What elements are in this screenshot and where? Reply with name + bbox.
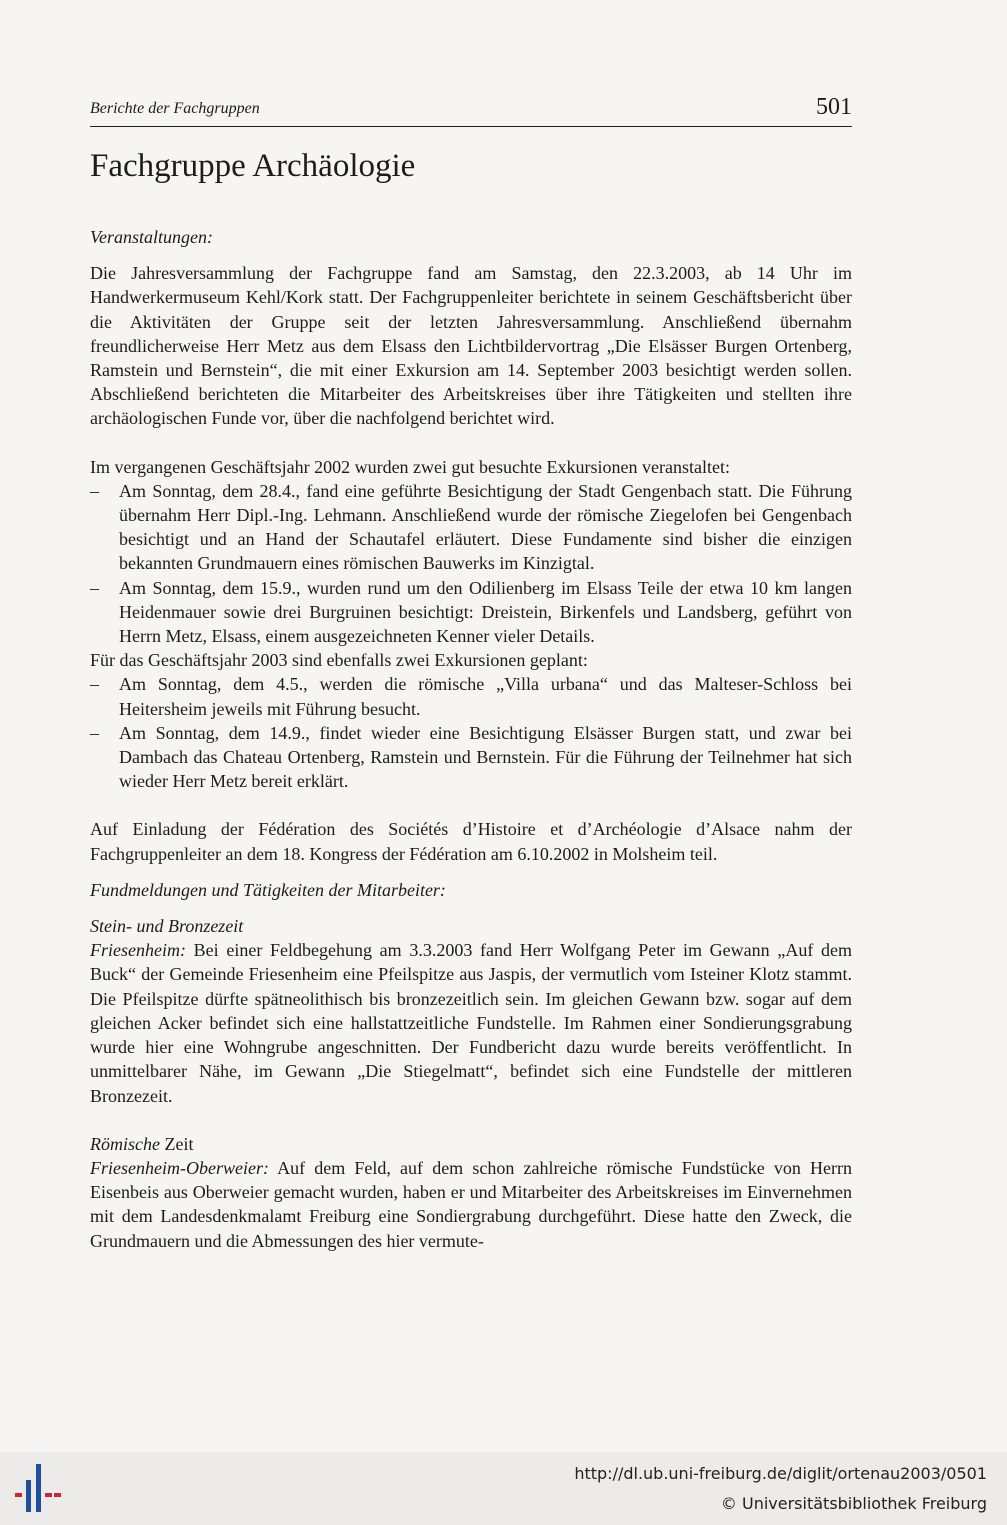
paragraph-federation: Auf Einladung der Fédération des Sociétés d’Histoire et d’Archéologie d’Alsace nahm der Fachgruppenleiter an dem 18. Kongress der Fédération am 6.10.2002 in Molsheim teil.	[90, 819, 852, 864]
running-title: Berichte der Fachgruppen	[90, 100, 260, 117]
friesenheim-text: Bei einer Feldbegehung am 3.3.2003 fand Herr Wolfgang Peter im Gewann „Auf dem Buck“ der Gemeinde Friesenheim eine Pfeilspitze aus Jaspis, der vermutlich vom Isteiner Klotz stammt. Die Pfeilspitze dürfte spätneolithisch bis bronzezeitlich sein. Im gleichen Gewann bzw. sogar auf dem gleichen Acker befindet sich eine hallstattzeitliche Fundstelle. Im Rahmen einer Sondierungsgrabung wurde hier eine Wohngrube angeschnitten. Der Fundbericht dazu wurde bereits veröffentlicht. In unmittelbarer Nähe, im Gewann „Die Stiegelmatt“, befindet sich eine Fundstelle der mittleren Bronzezeit.	[90, 940, 852, 1106]
article-body	[90, 225, 852, 1253]
paragraph-friesenheim	[90, 938, 852, 1107]
list-item: – Am Sonntag, dem 28.4., fand eine geführte Besichtigung der Stadt Gengenbach statt. Die Führung übernahm Herr Dipl.-Ing. Lehmann. Anschließend wurde der römische Ziegelofen bei Gengenbach besichtigt und an Hand der Schautafel erläutert. Diese Fundamente sind bisher die einzigen bekannten Grundmauern eines römischen Bauwerks im Kinzigtal.	[90, 479, 852, 576]
list-item: – Am Sonntag, dem 14.9., findet wieder eine Besichtigung Elsässer Burgen statt, und zwar bei Dambach das Chateau Ortenberg, Ramstein und Bernstein. Für die Führung der Teilnehmer hat sich wieder Herr Metz bereit erklärt.	[90, 721, 852, 794]
running-header	[90, 96, 852, 127]
paragraph-oberweier	[90, 1156, 852, 1253]
section-heading-fundmeldungen: Fundmeldungen und Tätigkeiten der Mitarbeiter:	[90, 879, 446, 900]
list-exkursionen-2002	[90, 479, 852, 648]
section-heading-veranstaltungen: Veranstaltungen:	[90, 227, 213, 247]
subheading-zeit-word: Zeit	[159, 1133, 194, 1154]
list-item: – Am Sonntag, dem 4.5., werden die römische „Villa urbana“ und das Malteser-Schloss bei Heitersheim jeweils mit Führung besucht.	[90, 672, 852, 720]
page-number: 501	[816, 94, 852, 120]
subheading-roemische-zeit	[90, 1132, 852, 1156]
paragraph-exkursionen-2003: Für das Geschäftsjahr 2003 sind ebenfalls zwei Exkursionen geplant:	[90, 650, 588, 671]
page-title: Fachgruppe Archäologie	[90, 148, 416, 184]
place-label-oberweier: Friesenheim-Oberweier:	[90, 1157, 269, 1178]
subheading-stein-bronzezeit: Stein- und Bronzezeit	[90, 916, 244, 937]
permalink-url[interactable]: http://dl.ub.uni-freiburg.de/diglit/ortenau2003/0501	[574, 1464, 987, 1483]
ub-freiburg-logo-icon	[12, 1460, 64, 1516]
footer-bar	[0, 1452, 1007, 1525]
list-item: – Am Sonntag, dem 15.9., wurden rund um den Odilienberg im Elsass Teile der etwa 10 km langen Heidenmauer sowie drei Burgruinen besichtigt: Dreistein, Birkenfels und Landsberg, geführt von Herrn Metz, Elsass, einem ausgezeichneten Kenner vieler Details.	[90, 576, 852, 649]
paragraph-exkursionen-2002: Im vergangenen Geschäftsjahr 2002 wurden zwei gut besuchte Exkursionen veranstaltet:	[90, 456, 730, 477]
place-label-friesenheim: Friesenheim:	[90, 940, 186, 961]
copyright-notice: © Universitätsbibliothek Freiburg	[720, 1494, 987, 1513]
paragraph-jahresversammlung: Die Jahresversammlung der Fachgruppe fand am Samstag, den 22.3.2003, ab 14 Uhr im Handwerkermuseum Kehl/Kork statt. Der Fachgruppenleiter berichtete in seinem Geschäftsbericht über die Aktivitäten der Gruppe seit der letzten Jahresversammlung. Anschließend übernahm freundlicherweise Herr Metz aus dem Elsass den Lichtbildervortrag „Die Elsässer Burgen Ortenberg, Ramstein und Bernstein“, die mit einer Exkursion am 14. September 2003 besichtigt werden sollen. Abschließend berichteten die Mitarbeiter des Arbeitskreises über ihre Tätigkeiten und stellten ihre archäologischen Funde vor, über die nachfolgend berichtet wird.	[90, 263, 852, 429]
list-exkursionen-2003	[90, 672, 852, 793]
subheading-roemische-word: Römische	[90, 1133, 160, 1154]
oberweier-text: Auf dem Feld, auf dem schon zahlreiche römische Fundstücke von Herrn Eisenbeis aus Oberweier gemacht wurden, haben er und Mitarbeiter des Arbeitskreises im Einvernehmen mit dem Landesdenkmalamt Freiburg eine Sondiergrabung durchgeführt. Diese hatte den Zweck, die Grundmauern und die Abmessungen des hier vermute-	[90, 1157, 852, 1251]
